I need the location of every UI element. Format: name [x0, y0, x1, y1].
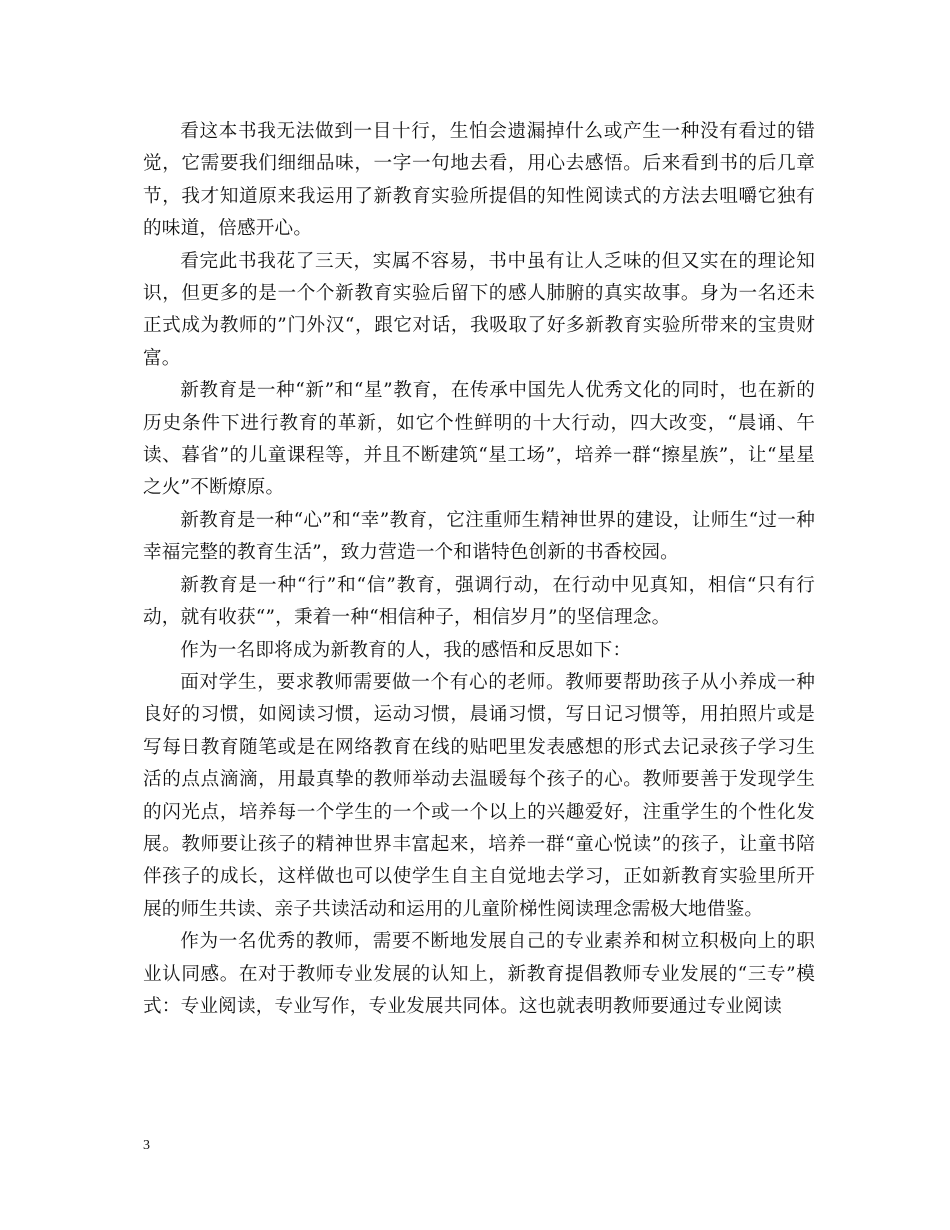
paragraph: 看完此书我花了三天，实属不容易，书中虽有让人乏味的但又实在的理论知识，但更多的是一个个新教育实验后留下的感人肺腑的真实故事。身为一名还未正式成为教师的”门外汉“，跟它对话，我吸取了好多新教育实验所带来的宝贵财富。	[143, 250, 815, 369]
paragraph: 新教育是一种“新”和“星”教育，在传承中国先人优秀文化的同时，也在新的历史条件下进行教育的革新，如它个性鲜明的十大行动，四大改变，“晨诵、午读、暮省”的儿童课程等，并且不断建筑“星工场”，培养一群“擦星族”，让“星星之火”不断燎原。	[143, 380, 815, 499]
page-number: 3	[143, 1138, 150, 1153]
paragraph: 作为一名即将成为新教育的人，我的感悟和反思如下：	[180, 639, 632, 661]
paragraph: 新教育是一种“行”和“信”教育，强调行动，在行动中见真知，相信“只有行动，就有收获“”，秉着一种“相信种子，相信岁月”的坚信理念。	[143, 574, 815, 629]
paragraph: 作为一名优秀的教师，需要不断地发展自己的专业素养和树立积极向上的职业认同感。在对于教师专业发展的认知上，新教育提倡教师专业发展的“三专”模式：专业阅读，专业写作，专业发展共同体。这也就表明教师要通过专业阅读	[143, 931, 815, 1017]
paragraph: 新教育是一种“心”和“幸”教育，它注重师生精神世界的建设，让师生“过一种幸福完整的教育生活”，致力营造一个和谐特色创新的书香校园。	[143, 509, 815, 564]
paragraph: 看这本书我无法做到一目十行，生怕会遗漏掉什么或产生一种没有看过的错觉，它需要我们细细品味，一字一句地去看，用心去感悟。后来看到书的后几章节，我才知道原来我运用了新教育实验所提倡的知性阅读式的方法去咀嚼它独有的味道，倍感开心。	[143, 121, 815, 240]
paragraph: 面对学生，要求教师需要做一个有心的老师。教师要帮助孩子从小养成一种良好的习惯，如阅读习惯，运动习惯，晨诵习惯，写日记习惯等，用拍照片或是写每日教育随笔或是在网络教育在线的贴吧里发表感想的形式去记录孩子学习生活的点点滴滴，用最真挚的教师举动去温暖每个孩子的心。教师要善于发现学生的闪光点，培养每一个学生的一个或一个以上的兴趣爱好，注重学生的个性化发展。教师要让孩子的精神世界丰富起来，培养一群“童心悦读”的孩子，让童书陪伴孩子的成长，这样做也可以使学生自主自觉地去学习，正如新教育实验里所开展的师生共读、亲子共读活动和运用的儿童阶梯性阅读理念需极大地借鉴。	[143, 671, 815, 920]
document-body	[143, 116, 815, 1023]
